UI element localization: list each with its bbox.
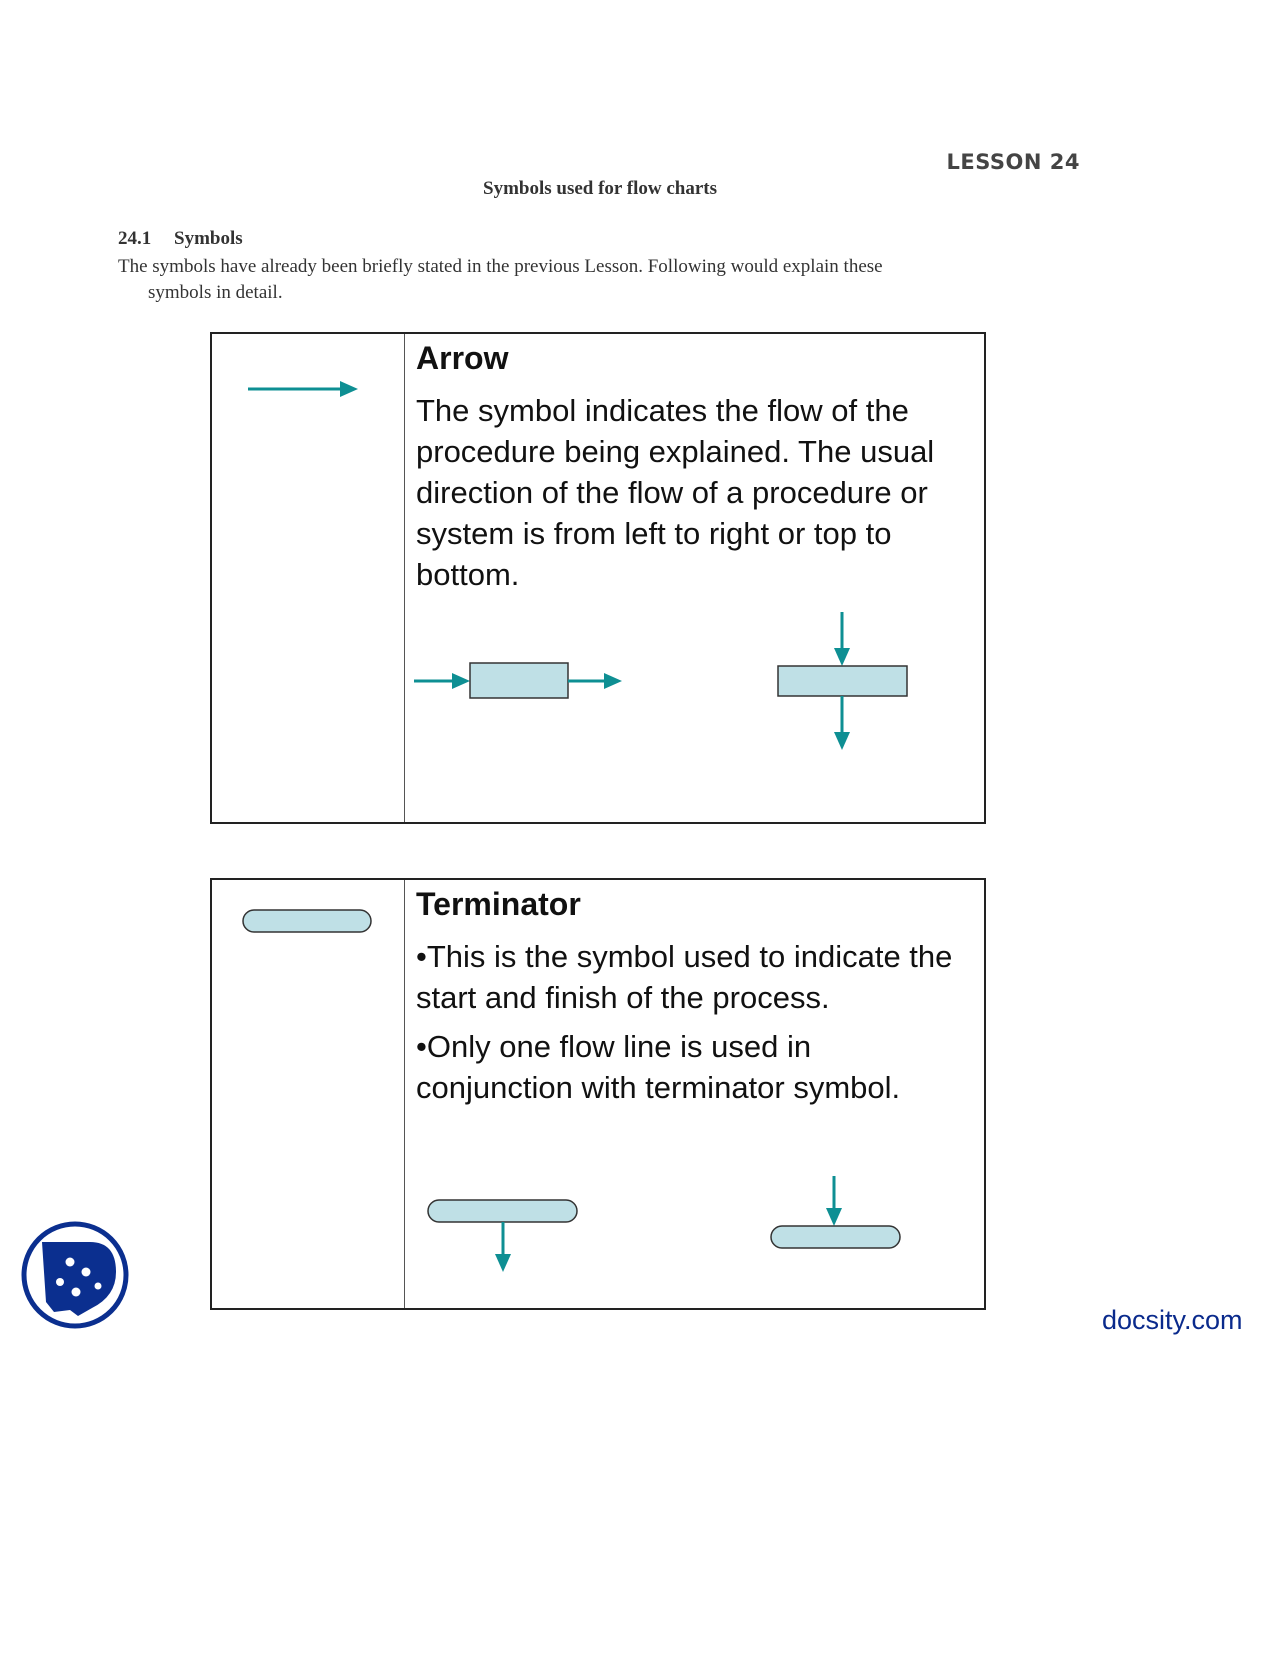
arrow-icon bbox=[248, 381, 358, 397]
docsity-logo-icon bbox=[20, 1220, 130, 1330]
horizontal-flow-example bbox=[414, 663, 622, 698]
lesson-label: LESSON 24 bbox=[946, 150, 1080, 174]
card-paragraph: •This is the symbol used to indicate the start and finish of the process. bbox=[416, 939, 953, 1015]
start-terminator-example bbox=[428, 1200, 577, 1272]
terminator-shape bbox=[428, 1200, 577, 1222]
terminator-icon bbox=[243, 910, 371, 932]
end-terminator-example bbox=[771, 1176, 900, 1248]
card-title: Arrow bbox=[416, 340, 509, 376]
intro-line-2: symbols in detail. bbox=[148, 282, 283, 303]
terminator-shape bbox=[771, 1226, 900, 1248]
page-title: Symbols used for flow charts bbox=[483, 178, 717, 199]
process-box bbox=[778, 666, 907, 696]
card-title: Terminator bbox=[416, 886, 581, 922]
intro-paragraph bbox=[118, 254, 1018, 306]
arrow-symbol-card bbox=[210, 332, 986, 824]
card-description bbox=[416, 390, 976, 603]
card-description bbox=[416, 936, 976, 1116]
vertical-flow-example bbox=[778, 612, 907, 750]
section-heading bbox=[118, 228, 243, 250]
card-paragraph: The symbol indicates the flow of the procedure being explained. The usual direction of the flow of a procedure or system is from left to right or top to bottom. bbox=[416, 393, 935, 592]
process-box bbox=[470, 663, 568, 698]
section-number: 24.1 bbox=[118, 228, 152, 249]
card-paragraph: •Only one flow line is used in conjunction with terminator symbol. bbox=[416, 1029, 901, 1105]
terminator-symbol-card bbox=[210, 878, 986, 1310]
section-title: Symbols bbox=[174, 228, 243, 249]
docsity-watermark: docsity.com bbox=[1102, 1305, 1243, 1335]
intro-line-1: The symbols have already been briefly stated in the previous Lesson. Following would explain these bbox=[118, 256, 883, 277]
